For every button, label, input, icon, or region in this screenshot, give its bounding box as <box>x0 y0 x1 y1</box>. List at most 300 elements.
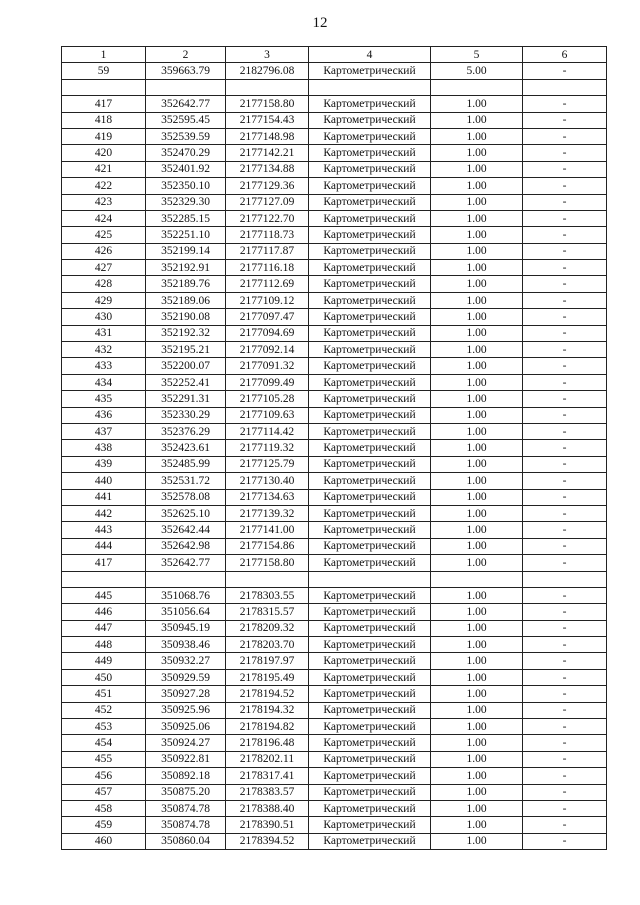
y-coordinate-cell <box>226 571 309 587</box>
note-cell: - <box>523 784 607 800</box>
accuracy-cell: 1.00 <box>431 751 523 767</box>
point-number-cell: 454 <box>62 735 146 751</box>
accuracy-cell: 1.00 <box>431 391 523 407</box>
point-number-cell <box>62 79 146 95</box>
method-cell: Картометрический <box>309 735 431 751</box>
x-coordinate-cell: 352192.32 <box>146 325 226 341</box>
note-cell: - <box>523 637 607 653</box>
note-cell: - <box>523 719 607 735</box>
y-coordinate-cell: 2177097.47 <box>226 309 309 325</box>
column-header-5: 5 <box>431 47 523 63</box>
method-cell: Картометрический <box>309 817 431 833</box>
note-cell: - <box>523 63 607 79</box>
table-row <box>62 96 607 112</box>
x-coordinate-cell: 352423.61 <box>146 440 226 456</box>
x-coordinate-cell: 352642.44 <box>146 522 226 538</box>
accuracy-cell: 1.00 <box>431 440 523 456</box>
note-cell: - <box>523 686 607 702</box>
accuracy-cell: 1.00 <box>431 505 523 521</box>
x-coordinate-cell: 352642.77 <box>146 555 226 571</box>
method-cell <box>309 79 431 95</box>
note-cell: - <box>523 653 607 669</box>
point-number-cell: 422 <box>62 178 146 194</box>
y-coordinate-cell: 2177117.87 <box>226 243 309 259</box>
accuracy-cell: 1.00 <box>431 374 523 390</box>
x-coordinate-cell: 352192.91 <box>146 260 226 276</box>
note-cell: - <box>523 96 607 112</box>
y-coordinate-cell: 2177105.28 <box>226 391 309 407</box>
accuracy-cell: 1.00 <box>431 555 523 571</box>
method-cell: Картометрический <box>309 227 431 243</box>
table-row <box>62 342 607 358</box>
accuracy-cell <box>431 571 523 587</box>
table-row <box>62 784 607 800</box>
point-number-cell: 421 <box>62 161 146 177</box>
table-row <box>62 260 607 276</box>
method-cell: Картометрический <box>309 112 431 128</box>
method-cell: Картометрический <box>309 800 431 816</box>
point-number-cell: 59 <box>62 63 146 79</box>
x-coordinate-cell: 352285.15 <box>146 210 226 226</box>
x-coordinate-cell: 350927.28 <box>146 686 226 702</box>
y-coordinate-cell: 2178303.55 <box>226 587 309 603</box>
method-cell: Картометрический <box>309 555 431 571</box>
y-coordinate-cell: 2177127.09 <box>226 194 309 210</box>
coordinates-table <box>61 46 607 850</box>
y-coordinate-cell: 2177130.40 <box>226 473 309 489</box>
accuracy-cell: 1.00 <box>431 784 523 800</box>
y-coordinate-cell: 2177116.18 <box>226 260 309 276</box>
point-number-cell: 456 <box>62 768 146 784</box>
y-coordinate-cell: 2177092.14 <box>226 342 309 358</box>
point-number-cell: 443 <box>62 522 146 538</box>
y-coordinate-cell: 2177109.63 <box>226 407 309 423</box>
point-number-cell: 429 <box>62 292 146 308</box>
y-coordinate-cell: 2177114.42 <box>226 423 309 439</box>
method-cell: Картометрический <box>309 505 431 521</box>
method-cell: Картометрический <box>309 669 431 685</box>
table-row <box>62 604 607 620</box>
method-cell: Картометрический <box>309 374 431 390</box>
note-cell: - <box>523 587 607 603</box>
x-coordinate-cell: 352329.30 <box>146 194 226 210</box>
point-number-cell: 447 <box>62 620 146 636</box>
table-row <box>62 210 607 226</box>
point-number-cell: 435 <box>62 391 146 407</box>
accuracy-cell: 1.00 <box>431 653 523 669</box>
method-cell: Картометрический <box>309 768 431 784</box>
table-row <box>62 800 607 816</box>
method-cell: Картометрический <box>309 473 431 489</box>
note-cell: - <box>523 702 607 718</box>
method-cell: Картометрический <box>309 686 431 702</box>
accuracy-cell: 1.00 <box>431 210 523 226</box>
accuracy-cell: 1.00 <box>431 604 523 620</box>
y-coordinate-cell: 2177122.70 <box>226 210 309 226</box>
table-row <box>62 292 607 308</box>
table-row <box>62 751 607 767</box>
point-number-cell: 417 <box>62 555 146 571</box>
point-number-cell: 452 <box>62 702 146 718</box>
y-coordinate-cell: 2178315.57 <box>226 604 309 620</box>
point-number-cell: 445 <box>62 587 146 603</box>
accuracy-cell: 1.00 <box>431 587 523 603</box>
note-cell: - <box>523 358 607 374</box>
y-coordinate-cell: 2178197.97 <box>226 653 309 669</box>
point-number-cell: 426 <box>62 243 146 259</box>
point-number-cell: 457 <box>62 784 146 800</box>
note-cell: - <box>523 522 607 538</box>
point-number-cell: 427 <box>62 260 146 276</box>
table-row <box>62 440 607 456</box>
note-cell: - <box>523 260 607 276</box>
table-row <box>62 735 607 751</box>
point-number-cell: 453 <box>62 719 146 735</box>
point-number-cell: 449 <box>62 653 146 669</box>
x-coordinate-cell: 352199.14 <box>146 243 226 259</box>
accuracy-cell: 1.00 <box>431 161 523 177</box>
column-header-1: 1 <box>62 47 146 63</box>
x-coordinate-cell <box>146 79 226 95</box>
note-cell: - <box>523 735 607 751</box>
y-coordinate-cell: 2177118.73 <box>226 227 309 243</box>
column-header-6: 6 <box>523 47 607 63</box>
note-cell: - <box>523 161 607 177</box>
point-number-cell: 430 <box>62 309 146 325</box>
x-coordinate-cell: 352578.08 <box>146 489 226 505</box>
y-coordinate-cell: 2178203.70 <box>226 637 309 653</box>
table-row <box>62 358 607 374</box>
table-row <box>62 768 607 784</box>
table-row <box>62 63 607 79</box>
table-row <box>62 587 607 603</box>
column-header-2: 2 <box>146 47 226 63</box>
x-coordinate-cell: 350924.27 <box>146 735 226 751</box>
x-coordinate-cell: 352539.59 <box>146 128 226 144</box>
x-coordinate-cell: 352190.08 <box>146 309 226 325</box>
table-row <box>62 653 607 669</box>
y-coordinate-cell: 2177139.32 <box>226 505 309 521</box>
point-number-cell: 459 <box>62 817 146 833</box>
accuracy-cell: 1.00 <box>431 456 523 472</box>
column-header-4: 4 <box>309 47 431 63</box>
y-coordinate-cell: 2177158.80 <box>226 96 309 112</box>
note-cell: - <box>523 768 607 784</box>
note-cell: - <box>523 325 607 341</box>
accuracy-cell: 1.00 <box>431 325 523 341</box>
method-cell: Картометрический <box>309 210 431 226</box>
table-body <box>62 63 607 850</box>
table-header-row <box>62 47 607 63</box>
note-cell: - <box>523 538 607 554</box>
note-cell: - <box>523 505 607 521</box>
y-coordinate-cell: 2177154.43 <box>226 112 309 128</box>
accuracy-cell: 1.00 <box>431 342 523 358</box>
accuracy-cell: 1.00 <box>431 768 523 784</box>
method-cell: Картометрический <box>309 423 431 439</box>
method-cell: Картометрический <box>309 538 431 554</box>
note-cell: - <box>523 423 607 439</box>
method-cell <box>309 571 431 587</box>
y-coordinate-cell: 2178390.51 <box>226 817 309 833</box>
note-cell: - <box>523 620 607 636</box>
point-number-cell: 428 <box>62 276 146 292</box>
note-cell: - <box>523 276 607 292</box>
point-number-cell: 441 <box>62 489 146 505</box>
x-coordinate-cell: 352625.10 <box>146 505 226 521</box>
accuracy-cell: 1.00 <box>431 719 523 735</box>
x-coordinate-cell: 352642.77 <box>146 96 226 112</box>
x-coordinate-cell: 352251.10 <box>146 227 226 243</box>
table-row <box>62 128 607 144</box>
accuracy-cell: 1.00 <box>431 309 523 325</box>
y-coordinate-cell: 2178194.32 <box>226 702 309 718</box>
point-number-cell: 438 <box>62 440 146 456</box>
note-cell: - <box>523 555 607 571</box>
table-row <box>62 489 607 505</box>
method-cell: Картометрический <box>309 407 431 423</box>
accuracy-cell: 1.00 <box>431 817 523 833</box>
method-cell: Картометрический <box>309 719 431 735</box>
y-coordinate-cell: 2177129.36 <box>226 178 309 194</box>
table-row <box>62 325 607 341</box>
point-number-cell: 448 <box>62 637 146 653</box>
note-cell: - <box>523 817 607 833</box>
note-cell: - <box>523 243 607 259</box>
accuracy-cell: 1.00 <box>431 833 523 849</box>
point-number-cell: 437 <box>62 423 146 439</box>
table-row <box>62 817 607 833</box>
method-cell: Картометрический <box>309 325 431 341</box>
y-coordinate-cell: 2177109.12 <box>226 292 309 308</box>
point-number-cell: 419 <box>62 128 146 144</box>
note-cell: - <box>523 391 607 407</box>
point-number-cell: 418 <box>62 112 146 128</box>
y-coordinate-cell: 2178195.49 <box>226 669 309 685</box>
method-cell: Картометрический <box>309 342 431 358</box>
point-number-cell: 458 <box>62 800 146 816</box>
y-coordinate-cell: 2178196.48 <box>226 735 309 751</box>
table-row <box>62 178 607 194</box>
method-cell: Картометрический <box>309 178 431 194</box>
point-number-cell: 440 <box>62 473 146 489</box>
x-coordinate-cell: 352470.29 <box>146 145 226 161</box>
y-coordinate-cell: 2177112.69 <box>226 276 309 292</box>
accuracy-cell: 1.00 <box>431 276 523 292</box>
x-coordinate-cell: 352401.92 <box>146 161 226 177</box>
accuracy-cell: 1.00 <box>431 178 523 194</box>
method-cell: Картометрический <box>309 243 431 259</box>
y-coordinate-cell: 2177125.79 <box>226 456 309 472</box>
accuracy-cell: 1.00 <box>431 620 523 636</box>
note-cell: - <box>523 145 607 161</box>
note-cell: - <box>523 489 607 505</box>
column-header-3: 3 <box>226 47 309 63</box>
table-row <box>62 555 607 571</box>
x-coordinate-cell: 352252.41 <box>146 374 226 390</box>
x-coordinate-cell: 352330.29 <box>146 407 226 423</box>
note-cell: - <box>523 800 607 816</box>
note-cell: - <box>523 440 607 456</box>
x-coordinate-cell: 350938.46 <box>146 637 226 653</box>
note-cell: - <box>523 456 607 472</box>
y-coordinate-cell: 2178317.41 <box>226 768 309 784</box>
x-coordinate-cell: 352350.10 <box>146 178 226 194</box>
method-cell: Картометрический <box>309 96 431 112</box>
table-row <box>62 407 607 423</box>
y-coordinate-cell: 2178209.32 <box>226 620 309 636</box>
note-cell: - <box>523 669 607 685</box>
table-row <box>62 112 607 128</box>
table-row <box>62 194 607 210</box>
x-coordinate-cell: 352595.45 <box>146 112 226 128</box>
method-cell: Картометрический <box>309 653 431 669</box>
point-number-cell: 446 <box>62 604 146 620</box>
accuracy-cell: 1.00 <box>431 358 523 374</box>
note-cell: - <box>523 751 607 767</box>
y-coordinate-cell: 2177158.80 <box>226 555 309 571</box>
table-row <box>62 161 607 177</box>
point-number-cell: 455 <box>62 751 146 767</box>
method-cell: Картометрический <box>309 194 431 210</box>
y-coordinate-cell: 2177154.86 <box>226 538 309 554</box>
note-cell: - <box>523 128 607 144</box>
x-coordinate-cell: 350875.20 <box>146 784 226 800</box>
table-row <box>62 620 607 636</box>
point-number-cell: 450 <box>62 669 146 685</box>
table-row <box>62 391 607 407</box>
separator-row <box>62 571 607 587</box>
accuracy-cell: 1.00 <box>431 800 523 816</box>
accuracy-cell: 1.00 <box>431 473 523 489</box>
point-number-cell: 425 <box>62 227 146 243</box>
separator-row <box>62 79 607 95</box>
y-coordinate-cell: 2178388.40 <box>226 800 309 816</box>
y-coordinate-cell: 2178194.52 <box>226 686 309 702</box>
x-coordinate-cell: 352189.06 <box>146 292 226 308</box>
table-row <box>62 719 607 735</box>
x-coordinate-cell: 352195.21 <box>146 342 226 358</box>
x-coordinate-cell: 352642.98 <box>146 538 226 554</box>
method-cell: Картометрический <box>309 161 431 177</box>
x-coordinate-cell: 352291.31 <box>146 391 226 407</box>
y-coordinate-cell <box>226 79 309 95</box>
method-cell: Картометрический <box>309 522 431 538</box>
method-cell: Картометрический <box>309 128 431 144</box>
accuracy-cell: 1.00 <box>431 96 523 112</box>
point-number-cell: 432 <box>62 342 146 358</box>
table-row <box>62 276 607 292</box>
note-cell <box>523 79 607 95</box>
y-coordinate-cell: 2177119.32 <box>226 440 309 456</box>
method-cell: Картометрический <box>309 604 431 620</box>
x-coordinate-cell: 352376.29 <box>146 423 226 439</box>
x-coordinate-cell: 350932.27 <box>146 653 226 669</box>
x-coordinate-cell: 359663.79 <box>146 63 226 79</box>
accuracy-cell: 1.00 <box>431 686 523 702</box>
table-row <box>62 686 607 702</box>
method-cell: Картометрический <box>309 440 431 456</box>
y-coordinate-cell: 2182796.08 <box>226 63 309 79</box>
table-row <box>62 538 607 554</box>
x-coordinate-cell <box>146 571 226 587</box>
note-cell: - <box>523 473 607 489</box>
accuracy-cell: 1.00 <box>431 112 523 128</box>
method-cell: Картометрический <box>309 702 431 718</box>
accuracy-cell: 1.00 <box>431 423 523 439</box>
accuracy-cell: 1.00 <box>431 194 523 210</box>
accuracy-cell: 1.00 <box>431 260 523 276</box>
table-row <box>62 637 607 653</box>
method-cell: Картометрический <box>309 637 431 653</box>
method-cell: Картометрический <box>309 63 431 79</box>
note-cell: - <box>523 604 607 620</box>
point-number-cell: 424 <box>62 210 146 226</box>
y-coordinate-cell: 2177134.88 <box>226 161 309 177</box>
y-coordinate-cell: 2178194.82 <box>226 719 309 735</box>
table-row <box>62 505 607 521</box>
accuracy-cell: 1.00 <box>431 128 523 144</box>
x-coordinate-cell: 350925.06 <box>146 719 226 735</box>
x-coordinate-cell: 350874.78 <box>146 800 226 816</box>
accuracy-cell: 1.00 <box>431 292 523 308</box>
point-number-cell: 431 <box>62 325 146 341</box>
point-number-cell: 433 <box>62 358 146 374</box>
table-row <box>62 423 607 439</box>
point-number-cell <box>62 571 146 587</box>
accuracy-cell: 5.00 <box>431 63 523 79</box>
x-coordinate-cell: 350929.59 <box>146 669 226 685</box>
method-cell: Картометрический <box>309 456 431 472</box>
x-coordinate-cell: 351068.76 <box>146 587 226 603</box>
table-row <box>62 702 607 718</box>
table-row <box>62 669 607 685</box>
note-cell: - <box>523 194 607 210</box>
x-coordinate-cell: 352200.07 <box>146 358 226 374</box>
accuracy-cell: 1.00 <box>431 522 523 538</box>
point-number-cell: 442 <box>62 505 146 521</box>
table-row <box>62 227 607 243</box>
x-coordinate-cell: 350925.96 <box>146 702 226 718</box>
method-cell: Картометрический <box>309 489 431 505</box>
table-row <box>62 833 607 849</box>
table-header <box>62 47 607 63</box>
table-row <box>62 243 607 259</box>
note-cell: - <box>523 407 607 423</box>
x-coordinate-cell: 350945.19 <box>146 620 226 636</box>
y-coordinate-cell: 2177134.63 <box>226 489 309 505</box>
note-cell: - <box>523 342 607 358</box>
y-coordinate-cell: 2177091.32 <box>226 358 309 374</box>
method-cell: Картометрический <box>309 292 431 308</box>
y-coordinate-cell: 2177094.69 <box>226 325 309 341</box>
accuracy-cell: 1.00 <box>431 538 523 554</box>
method-cell: Картометрический <box>309 620 431 636</box>
table-row <box>62 374 607 390</box>
table-row <box>62 522 607 538</box>
accuracy-cell: 1.00 <box>431 637 523 653</box>
point-number-cell: 420 <box>62 145 146 161</box>
y-coordinate-cell: 2177099.49 <box>226 374 309 390</box>
method-cell: Картометрический <box>309 784 431 800</box>
accuracy-cell: 1.00 <box>431 735 523 751</box>
y-coordinate-cell: 2178202.11 <box>226 751 309 767</box>
point-number-cell: 436 <box>62 407 146 423</box>
point-number-cell: 417 <box>62 96 146 112</box>
note-cell: - <box>523 227 607 243</box>
point-number-cell: 444 <box>62 538 146 554</box>
accuracy-cell: 1.00 <box>431 489 523 505</box>
